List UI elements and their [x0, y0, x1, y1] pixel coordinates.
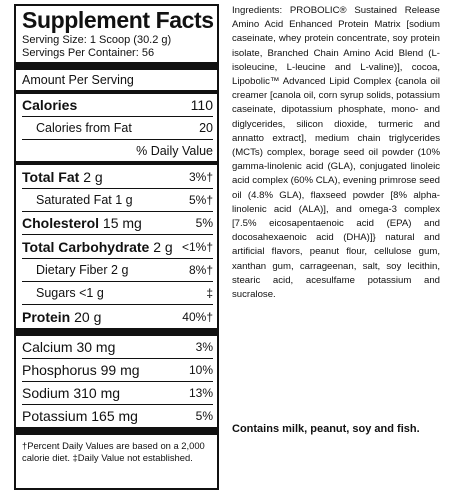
- nutrient-label: Calcium: [22, 339, 73, 355]
- nutrient-row: [22, 165, 213, 188]
- serving-size: Serving Size: 1 Scoop (30.2 g): [22, 34, 172, 46]
- nutrient-amount: 30 mg: [76, 339, 116, 355]
- nutrient-amount: 99 mg: [100, 362, 140, 378]
- nutrient-daily-value: <1%†: [181, 239, 213, 254]
- nutrient-row: [22, 382, 213, 404]
- nutrient-daily-value: 5%†: [188, 193, 213, 207]
- calories-row: [22, 94, 213, 116]
- thick-divider: [16, 62, 217, 70]
- calories-from-fat-label: Calories from Fat: [36, 121, 132, 135]
- amount-per-serving-row: [22, 70, 213, 90]
- servings-per-container: Servings Per Container: 56: [22, 47, 155, 59]
- nutrient-amount: 2 g: [83, 168, 103, 185]
- supplement-facts-panel: [14, 4, 219, 490]
- nutrient-label: Protein: [22, 308, 71, 325]
- facts-title: Supplement Facts: [22, 7, 214, 33]
- amount-per-serving: Amount Per Serving: [22, 73, 134, 87]
- thick-divider: [16, 427, 217, 435]
- nutrient-amount: 15 mg: [102, 215, 142, 231]
- nutrient-amount: 20 g: [74, 308, 102, 325]
- nutrient-row: [22, 359, 213, 381]
- nutrient-label: Sugars: [36, 286, 76, 300]
- nutrient-label: Dietary Fiber: [36, 263, 108, 277]
- nutrient-row: [22, 212, 213, 234]
- nutrient-amount: 2 g: [153, 238, 173, 255]
- ingredients-text: Ingredients: PROBOLIC® Sustained Release Amino Acid Enhanced Protein Matrix [sodium caseinate, whey protein concentrate, soy protein isolate, Branched Chain Amino Acid Blend (L-isoleucine, L-leucine and L-valine)], cocoa, Lipobolic™ Advanced Lipid Complex {canola oil creamer [canola oil, corn syrup solids, potassium caseinate, dipotassium phosphate, mono- and diglycerides, silicon dioxide, turmeric and annatto extract], medium chain triglycerides (MCTs) complex, borage seed oil powder (10% gamma-linolenic acid (GLA), conjugated linoleic acid complex (60% CLA), evening primrose seed oil (4.8% GLA), flaxseed powder [8% alpha-linolenic acid (ALA)], and omega-3 complex [7.5% eicosapentaenoic acid (EPA) and docosahexaenoic acid (DHA)]} natural and artificial flavors, peanut flour, cellulose gum, xanthan gum, carrageenan, salt, soy lecithin, stearic acid, acesulfame potassium and sucralose.: [232, 5, 440, 301]
- nutrient-daily-value: ‡: [206, 286, 213, 300]
- calories-from-fat-row: [22, 117, 213, 139]
- nutrient-amount: 310 mg: [73, 385, 121, 401]
- daily-value-header-row: [22, 140, 213, 161]
- nutrient-row: [22, 282, 213, 304]
- nutrient-daily-value: 8%†: [188, 263, 213, 277]
- nutrient-row: [22, 235, 213, 258]
- nutrient-daily-value: 5%: [195, 409, 213, 423]
- calories-value: 110: [190, 97, 213, 113]
- nutrient-label: Total Carbohydrate: [22, 238, 150, 255]
- nutrient-label: Total Fat: [22, 168, 80, 185]
- nutrient-amount: 165 mg: [91, 408, 138, 424]
- thick-divider: [16, 328, 217, 336]
- calories-from-fat-value: 20: [199, 121, 213, 135]
- nutrient-daily-value: 5%: [195, 216, 213, 230]
- nutrient-label: Cholesterol: [22, 215, 100, 231]
- nutrient-label: Saturated Fat: [36, 193, 112, 207]
- nutrient-daily-value: 13%: [188, 386, 213, 400]
- nutrient-row: [22, 189, 213, 211]
- nutrient-amount: 2 g: [111, 263, 129, 277]
- nutrient-daily-value: 3%†: [188, 169, 213, 184]
- nutrient-label: Potassium: [22, 408, 88, 424]
- nutrient-row: [22, 405, 213, 427]
- allergen-statement: Contains milk, peanut, soy and fish.: [232, 423, 420, 435]
- nutrient-row: [22, 259, 213, 281]
- daily-value-footnote: †Percent Daily Values are based on a 2,000 calorie diet. ‡Daily Value not established.: [22, 440, 205, 463]
- nutrient-daily-value: 10%: [188, 363, 213, 377]
- daily-value-header: % Daily Value: [136, 143, 213, 158]
- nutrient-daily-value: 40%†: [182, 309, 213, 324]
- nutrient-amount: <1 g: [79, 286, 104, 300]
- nutrient-row: [22, 336, 213, 358]
- nutrient-label: Phosphorus: [22, 362, 97, 378]
- nutrient-label: Sodium: [22, 385, 70, 401]
- nutrient-row: [22, 305, 213, 328]
- calories-label: Calories: [22, 97, 78, 113]
- nutrient-amount: 1 g: [115, 193, 133, 207]
- nutrient-daily-value: 3%: [195, 340, 213, 354]
